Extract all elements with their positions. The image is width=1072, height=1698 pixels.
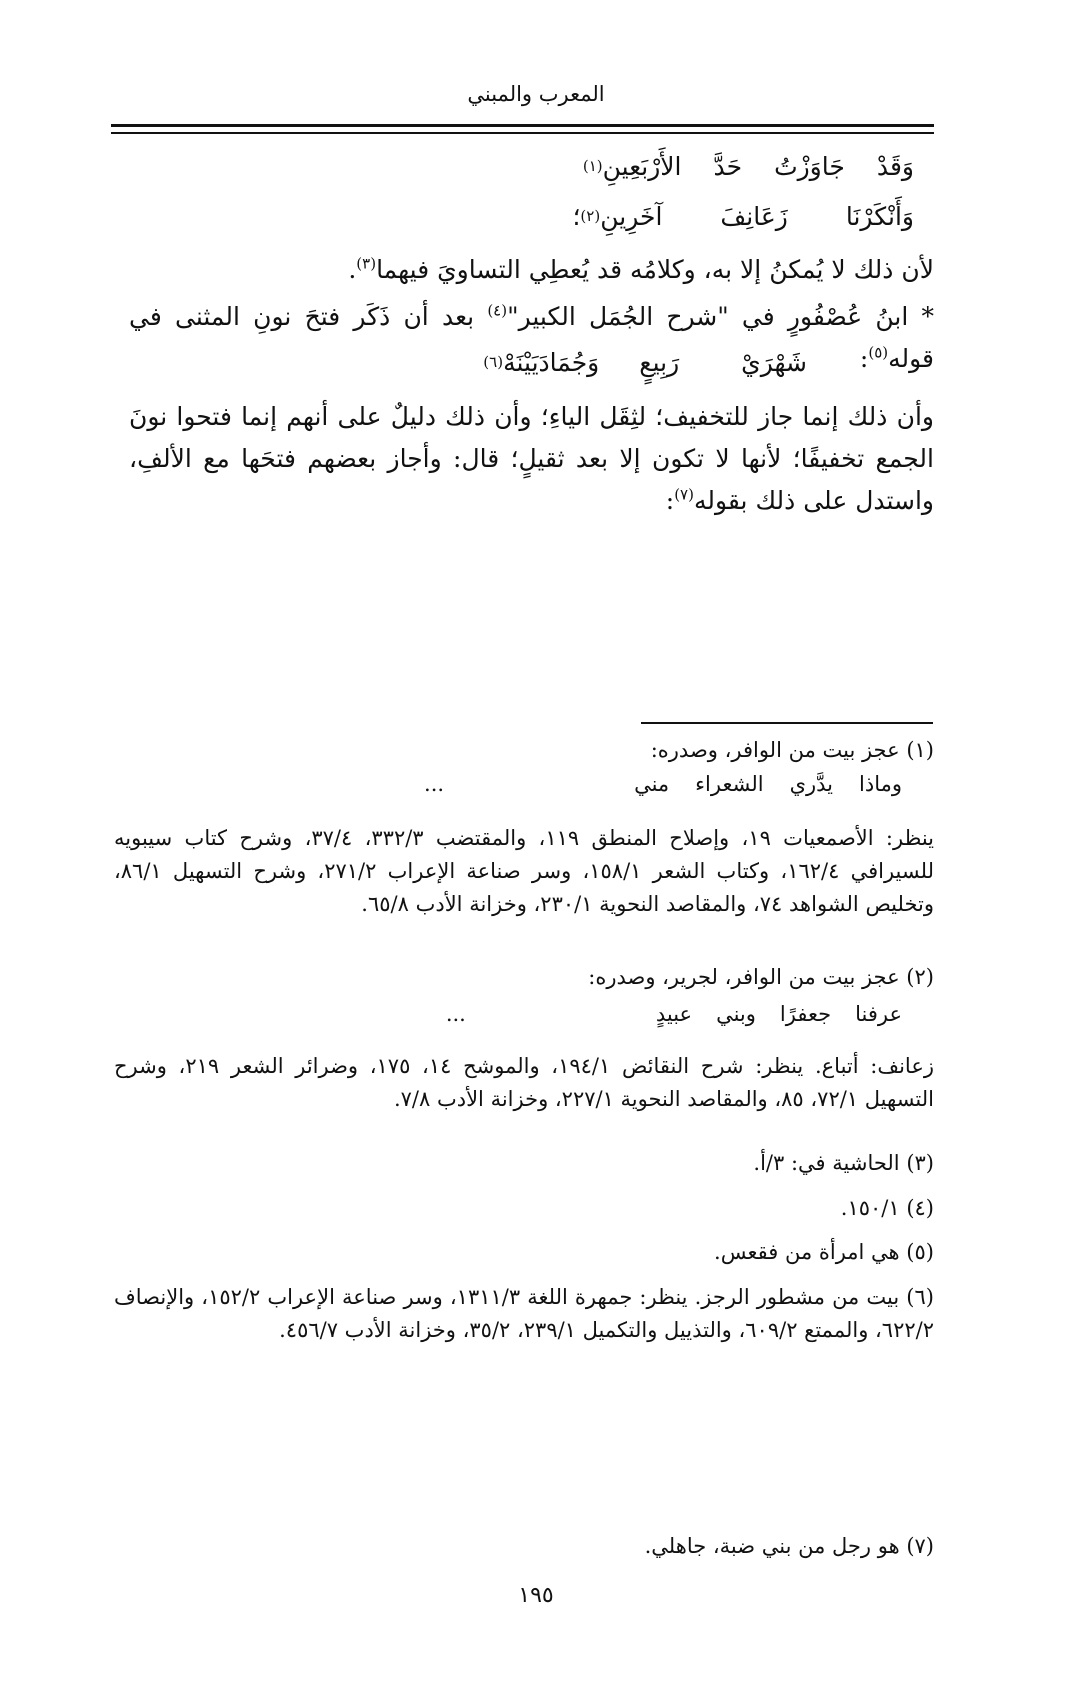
footnote-text: ينظر: الأصمعيات ١٩، وإصلاح المنطق ١١٩، والمقتضب ٣٣٢/٣، ٣٧/٤، وشرح كتاب سيبويه للسيرافي ١٦٢/٤، وكتاب الشعر ١٥٨/١، وسر صناعة الإعراب ٢٧١/٢، وشرح التسهيل ٨٦/١، وتخليص الشواهد ٧٤، والمقاصد النحوية ٢٣٠/١، وخزانة الأدب ٦٥/٨. — [114, 826, 935, 916]
verse-word: يدَّري — [789, 772, 834, 796]
footnote-text: (٤) ١٥٠/١. — [840, 1196, 934, 1220]
footnote-marker: (٧) — [674, 485, 694, 504]
footnote-2-intro — [114, 961, 934, 994]
paragraph-1 — [129, 249, 934, 291]
verse-line-2: وَأَنْكَرْنَا زَعَانِفَ آخَرِينِ (٢) ؛ — [572, 201, 914, 231]
verse-punct: ؛ — [572, 201, 581, 231]
paragraph-text: * ابنُ عُصْفُورٍ في "شرح الجُمَل الكبير" — [507, 302, 934, 331]
paragraph-text: وأن ذلك إنما جاز للتخفيف؛ لثِقَل الياءِ؛ وأن ذلك دليلٌ على أنهم إنما فتحوا نونَ الجمع تخفيفًا؛ لأنها لا تكون إلا بعد ثقيلٍ؛ قال: وأجاز بعضهم فتحَها مع الألفِ، واستدل على ذلك بقوله — [129, 402, 934, 515]
footnote-text: (٦) بيت من مشطور الرجز. ينظر: جمهرة اللغة ١٣١١/٣، وسر صناعة الإعراب ١٥٢/٢، والإنصاف ٦٢٢/٢، والممتع ٦٠٩/٢، والتذييل والتكميل ٢٣٩/١، ٣٥/٢، وخزانة الأدب ٤٥٦/٧. — [114, 1285, 934, 1342]
verse-word: الشعراء — [695, 772, 764, 796]
running-title: المعرب والمبني — [467, 82, 605, 106]
footnote-2-verse — [446, 1002, 902, 1026]
verse-word: رَبِيعٍ — [639, 347, 680, 377]
verse-word: شَهْرَيْ — [741, 347, 807, 377]
verse-word: وَجُمَادَيَيْنَهْ — [503, 347, 600, 377]
verse-word: مني — [634, 772, 670, 796]
verse-word: جَاوَزْتُ — [774, 151, 845, 181]
footnote-text: (٢) عجز بيت من الوافر، لجرير، وصدره: — [588, 965, 934, 989]
footnote-text: (٣) الحاشية في: ٣/أ. — [753, 1151, 934, 1175]
ellipsis: ... — [445, 1002, 466, 1026]
paragraph-punct: : — [859, 344, 869, 373]
footnote-4 — [114, 1192, 934, 1225]
paragraph-punct: . — [348, 255, 357, 284]
footnote-text: زعانف: أتباع. ينظر: شرح النقائض ١٩٤/١، والموشح ١٤، ١٧٥، وضرائر الشعر ٢١٩، وشرح التسهيل ٧٢/١، ٨٥، والمقاصد النحوية ٢٢٧/١، وخزانة الأدب ٧/٨. — [114, 1054, 934, 1111]
verse-word: وَقَدْ — [876, 151, 914, 181]
verse-word: زَعَانِفَ — [720, 201, 788, 231]
verse-word: جعفرًا — [779, 1002, 832, 1026]
verse-word: وماذا — [859, 772, 902, 796]
verse-line-1: وَقَدْ جَاوَزْتُ حَدَّ الأَرْبَعِينِ (١) — [582, 151, 914, 181]
paragraph-punct: : — [665, 486, 675, 515]
verse-word: حَدَّ — [713, 151, 743, 181]
footnote-3 — [114, 1147, 934, 1180]
verse-word: عبيدٍ — [655, 1002, 693, 1026]
paragraph-text: بعد أن ذَكَر فتحَ نونِ المثنى في قوله — [129, 302, 934, 373]
footnote-marker: (٣) — [356, 254, 377, 273]
footnote-6 — [114, 1281, 934, 1347]
ellipsis: ... — [424, 772, 445, 796]
footnote-1-verse — [424, 772, 902, 796]
footnote-1-refs — [114, 822, 934, 921]
verse-word: وبني — [716, 1002, 756, 1026]
page-number: ١٩٥ — [518, 1583, 554, 1608]
verse-word: وَأَنْكَرْنَا — [845, 201, 914, 231]
verse-word: الأَرْبَعِينِ — [602, 151, 682, 181]
footnote-marker: (٥) — [868, 343, 889, 362]
footnote-text: (٥) هي امرأة من فقعس. — [714, 1240, 934, 1264]
paragraph-text: لأن ذلك لا يُمكنُ إلا به، وكلامُه قد يُعطِي التساويَ فيهما — [376, 255, 934, 284]
footnote-7 — [114, 1530, 934, 1563]
footnote-marker: (٤) — [487, 301, 508, 320]
footnote-separator — [641, 722, 933, 724]
footnote-text: (٧) هو رجل من بني ضبة، جاهلي. — [644, 1534, 934, 1558]
verse-line-3: شَهْرَيْ رَبِيعٍ وَجُمَادَيَيْنَهْ (٦) — [483, 347, 807, 377]
footnote-2-refs — [114, 1050, 934, 1116]
footnote-5 — [114, 1236, 934, 1269]
footnote-1-intro — [114, 734, 934, 767]
header-rule-thin — [111, 132, 934, 134]
header-rule-thick — [111, 124, 934, 127]
paragraph-3 — [129, 396, 934, 522]
verse-word: آخَرِينِ — [600, 201, 663, 231]
footnote-text: (١) عجز بيت من الوافر، وصدره: — [650, 738, 934, 762]
verse-word: عرفنا — [855, 1002, 902, 1026]
